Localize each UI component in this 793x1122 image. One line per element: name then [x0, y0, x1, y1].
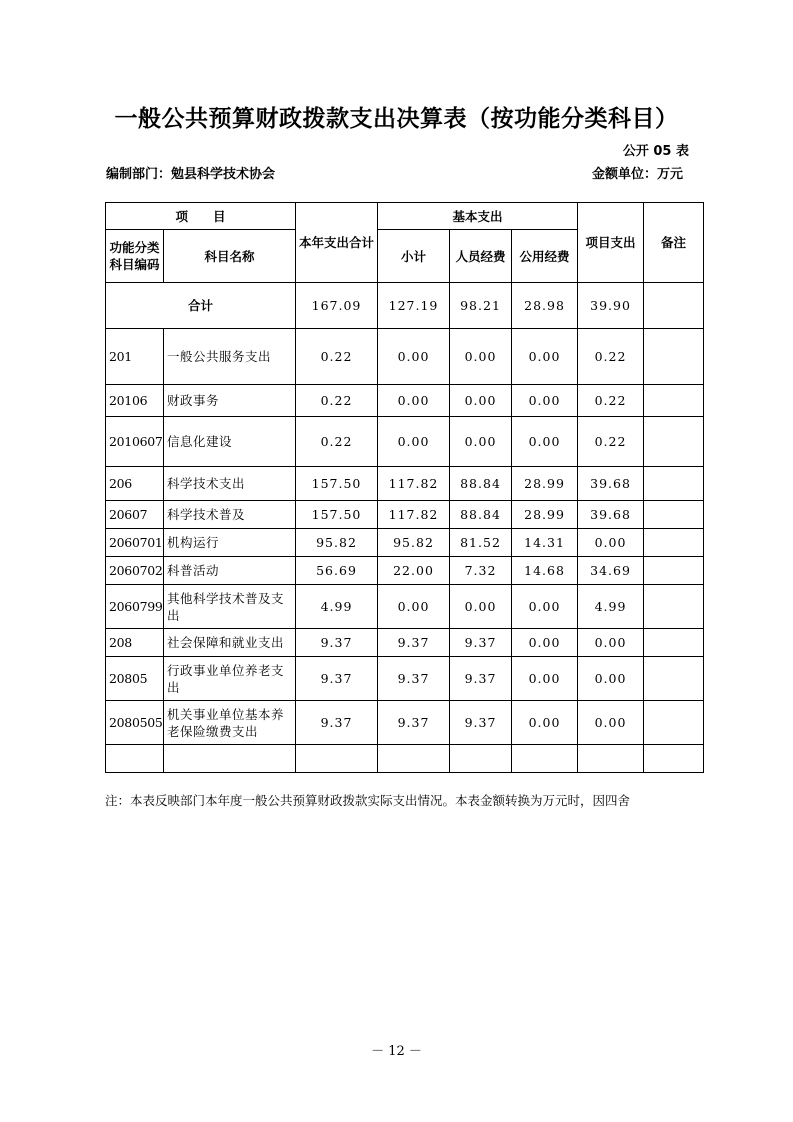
row-project: 0.22 [578, 385, 644, 417]
header-project: 项 目 [106, 203, 296, 230]
row-name: 科普活动 [164, 557, 296, 585]
row-total: 9.37 [296, 657, 378, 701]
total-personnel: 98.21 [450, 283, 512, 329]
row-code: 208 [106, 629, 164, 657]
row-total: 0.22 [296, 329, 378, 385]
row-public: 28.99 [512, 467, 578, 501]
expenditure-table [105, 202, 704, 773]
total-remark [644, 283, 704, 329]
table-row [106, 385, 704, 417]
empty-cell [296, 745, 378, 773]
header-row-1 [106, 203, 704, 230]
row-remark [644, 385, 704, 417]
row-remark [644, 657, 704, 701]
row-subtotal: 95.82 [378, 529, 450, 557]
row-name: 机关事业单位基本养老保险缴费支出 [164, 701, 296, 745]
row-total: 9.37 [296, 629, 378, 657]
row-total: 0.22 [296, 385, 378, 417]
row-subtotal: 0.00 [378, 585, 450, 629]
row-public: 0.00 [512, 329, 578, 385]
row-subtotal: 0.00 [378, 329, 450, 385]
empty-cell [578, 745, 644, 773]
row-name: 机构运行 [164, 529, 296, 557]
row-total: 157.50 [296, 467, 378, 501]
header-public: 公用经费 [512, 230, 578, 283]
empty-cell [106, 745, 164, 773]
row-subtotal: 0.00 [378, 385, 450, 417]
row-public: 0.00 [512, 385, 578, 417]
row-project: 39.68 [578, 467, 644, 501]
row-public: 28.99 [512, 501, 578, 529]
row-code: 201 [106, 329, 164, 385]
header-subtotal: 小计 [378, 230, 450, 283]
empty-cell [450, 745, 512, 773]
row-remark [644, 701, 704, 745]
total-public: 28.98 [512, 283, 578, 329]
row-remark [644, 417, 704, 467]
table-row [106, 557, 704, 585]
header-total: 本年支出合计 [296, 203, 378, 283]
row-personnel: 7.32 [450, 557, 512, 585]
row-personnel: 88.84 [450, 467, 512, 501]
empty-cell [644, 745, 704, 773]
table-row [106, 467, 704, 501]
row-code: 20106 [106, 385, 164, 417]
row-subtotal: 0.00 [378, 417, 450, 467]
table-row [106, 529, 704, 557]
row-name: 一般公共服务支出 [164, 329, 296, 385]
row-subtotal: 9.37 [378, 701, 450, 745]
department-label: 编制部门：勉县科学技术协会 [106, 167, 276, 182]
table-row [106, 501, 704, 529]
row-name: 财政事务 [164, 385, 296, 417]
row-subtotal: 9.37 [378, 629, 450, 657]
empty-cell [164, 745, 296, 773]
header-basic: 基本支出 [378, 203, 578, 230]
row-public: 0.00 [512, 629, 578, 657]
header-name: 科目名称 [164, 230, 296, 283]
row-public: 0.00 [512, 585, 578, 629]
row-remark [644, 585, 704, 629]
row-project: 0.22 [578, 329, 644, 385]
row-total: 4.99 [296, 585, 378, 629]
row-code: 2060799 [106, 585, 164, 629]
row-remark [644, 329, 704, 385]
row-project: 0.22 [578, 417, 644, 467]
row-personnel: 81.52 [450, 529, 512, 557]
row-project: 0.00 [578, 629, 644, 657]
row-name: 社会保障和就业支出 [164, 629, 296, 657]
total-project: 39.90 [578, 283, 644, 329]
row-remark [644, 629, 704, 657]
header-project-expense: 项目支出 [578, 203, 644, 283]
page-title: 一般公共预算财政拨款支出决算表（按功能分类科目） [114, 106, 679, 132]
table-row [106, 417, 704, 467]
row-project: 0.00 [578, 701, 644, 745]
row-personnel: 0.00 [450, 385, 512, 417]
row-public: 14.31 [512, 529, 578, 557]
row-total: 0.22 [296, 417, 378, 467]
table-row [106, 657, 704, 701]
row-subtotal: 9.37 [378, 657, 450, 701]
table-row [106, 629, 704, 657]
empty-cell [378, 745, 450, 773]
row-project: 0.00 [578, 657, 644, 701]
row-public: 14.68 [512, 557, 578, 585]
row-total: 56.69 [296, 557, 378, 585]
row-project: 0.00 [578, 529, 644, 557]
total-row [106, 283, 704, 329]
row-personnel: 88.84 [450, 501, 512, 529]
row-subtotal: 117.82 [378, 467, 450, 501]
row-total: 9.37 [296, 701, 378, 745]
footnote: 注：本表反映部门本年度一般公共预算财政拨款实际支出情况。本表金额转换为万元时，因四舍 [105, 793, 631, 808]
row-total: 95.82 [296, 529, 378, 557]
row-public: 0.00 [512, 417, 578, 467]
row-personnel: 9.37 [450, 629, 512, 657]
row-personnel: 9.37 [450, 657, 512, 701]
row-project: 39.68 [578, 501, 644, 529]
row-total: 157.50 [296, 501, 378, 529]
table-row [106, 585, 704, 629]
row-code: 20607 [106, 501, 164, 529]
row-project: 34.69 [578, 557, 644, 585]
row-name: 其他科学技术普及支出 [164, 585, 296, 629]
header-code: 功能分类科目编码 [106, 230, 164, 283]
row-project: 4.99 [578, 585, 644, 629]
header-remark: 备注 [644, 203, 704, 283]
row-name: 科学技术普及 [164, 501, 296, 529]
row-personnel: 0.00 [450, 417, 512, 467]
table-row [106, 701, 704, 745]
form-number: 公开 05 表 [622, 144, 689, 159]
row-remark [644, 529, 704, 557]
row-code: 20805 [106, 657, 164, 701]
row-personnel: 0.00 [450, 329, 512, 385]
row-code: 2010607 [106, 417, 164, 467]
empty-row [106, 745, 704, 773]
total-subtotal: 127.19 [378, 283, 450, 329]
row-remark [644, 467, 704, 501]
row-code: 2060701 [106, 529, 164, 557]
row-remark [644, 501, 704, 529]
row-personnel: 0.00 [450, 585, 512, 629]
row-name: 科学技术支出 [164, 467, 296, 501]
header-personnel: 人员经费 [450, 230, 512, 283]
row-subtotal: 117.82 [378, 501, 450, 529]
total-amount: 167.09 [296, 283, 378, 329]
row-name: 信息化建设 [164, 417, 296, 467]
row-personnel: 9.37 [450, 701, 512, 745]
row-code: 2060702 [106, 557, 164, 585]
page-number: － 12 － [371, 1044, 422, 1059]
total-label: 合计 [106, 283, 296, 329]
empty-cell [512, 745, 578, 773]
table-row [106, 329, 704, 385]
row-code: 2080505 [106, 701, 164, 745]
row-subtotal: 22.00 [378, 557, 450, 585]
unit-label: 金额单位：万元 [591, 167, 683, 182]
row-remark [644, 557, 704, 585]
row-code: 206 [106, 467, 164, 501]
row-public: 0.00 [512, 657, 578, 701]
row-name: 行政事业单位养老支出 [164, 657, 296, 701]
row-public: 0.00 [512, 701, 578, 745]
